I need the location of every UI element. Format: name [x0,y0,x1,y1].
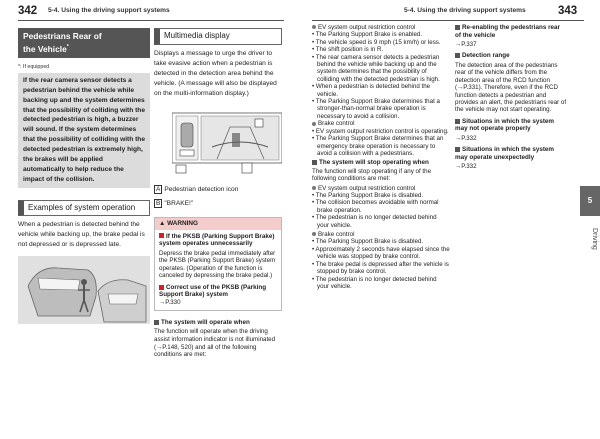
chapter-tab[interactable]: 5 [580,186,600,216]
label-b: B [156,199,161,207]
right-section-title: 5-4. Using the driving support systems [404,7,526,14]
reenable-heading: Re-enabling the pedestrians rear of the vehicle [455,24,560,39]
situation-2-heading: Situations in which the system may operate unexpectedly [455,146,555,161]
stop-bullet: • The pedestrian is no longer detected behind your vehicle. [312,214,450,229]
square-icon [455,147,460,152]
intro-box: If the rear camera sensor detects a pedestrian behind the vehicle while backing up and the system determines that the possibility of colliding with the detected pedestrian is high, a buzzer will sound. If the system determines that the possibility of colliding with the detected pedestrian is extremely high, the brakes will be applied automatically to help reduce the impact of the collision. [18,73,150,188]
legend-a [154,185,282,195]
square-icon [312,160,317,165]
condition-bullet: • The Parking Support Brake determines that a stronger-than-normal brake operation is necessary to avoid a collision. [312,98,450,120]
column-1 [18,28,150,324]
stop-bullet: • The pedestrian is no longer detected behind your vehicle. [312,276,450,291]
column-4 [455,24,567,171]
multimedia-heading: Multimedia display [154,28,282,45]
left-page-number: 342 [18,5,38,17]
evs-lead: EV system output restriction control [312,24,450,31]
equipped-note: *: If equipped [18,63,50,70]
condition-bullet: • The shift position is in R. [312,46,450,53]
red-square-icon [159,233,164,238]
condition-bullet: • When a pedestrian is detected behind the vehicle. [312,83,450,98]
section-heading: Pedestrians Rear of the Vehicle* [18,28,150,58]
red-square-icon [159,285,164,290]
column-3 [312,24,450,290]
right-page-number: 343 [558,5,578,17]
brake-lead: Brake control [312,120,450,127]
legend-b [154,199,282,209]
condition-bullet: • EV system output restriction control is operating. [312,128,450,135]
operate-heading: The system will operate when [154,319,282,327]
bullet-circle-icon [312,232,316,236]
stop-body: The function will stop operating if any of the following conditions are met: [312,167,432,183]
legend-b-text: "BRAKE!" [164,199,194,207]
parking-illustration [18,256,150,324]
warning-item-1-body: Depress the brake pedal immediately after the PKSB (Parking Support Brake) system operates. (Operation of the function is canceled by depressing the brake pedal.) [159,249,276,280]
warning-item-2-ref[interactable]: →P.330 [159,298,181,306]
legend-a-text: Pedestrian detection icon [164,185,239,193]
evs-lead-2: EV system output restriction control [312,185,450,192]
condition-bullet: • The Parking Support Brake is enabled. [312,31,450,38]
chapter-tab-label: Driving [591,228,598,250]
condition-bullet: • The vehicle speed is 9 mph (15 km/h) or less. [312,39,450,46]
situation-2-ref[interactable]: →P.332 [455,163,477,171]
label-a: A [156,185,161,193]
detection-heading: Detection range [455,52,567,60]
operate-body: The function will operate when the driving assist information indicator is not illuminated (→P.148, 520) and all of the following conditions are met: [154,328,276,359]
condition-bullet: • The Parking Support Brake determines that an emergency brake operation is necessary to avoid a collision with a pedestrians. [312,135,450,157]
left-section-title: 5-4. Using the driving support systems [48,7,170,14]
examples-heading: Examples of system operation [18,200,150,217]
detection-body: The detection area of the pedestrians rear of the vehicle differs from the detection area of the RCD function (→P.331). Therefore, even if the RCD function detects a pedestrian and provides an alert, the pedestrians rear of the vehicle may not start operating. [455,61,567,114]
column-2 [154,28,282,359]
situation-1-ref[interactable]: →P.332 [455,134,477,142]
multimedia-screen-illustration [172,107,282,175]
stop-bullet: • The brake pedal is depressed after the vehicle is stopped by brake control. [312,261,450,276]
situation-1-heading: Situations in which the system may not operate properly [455,117,555,133]
bullet-circle-icon [312,122,316,126]
warning-title: ▲ WARNING [155,218,281,230]
stop-bullet: • The Parking Support Brake is disabled. [312,238,450,245]
warning-item-1-heading: If the PKSB (Parking Support Brake) system operates unnecessarily [159,232,275,247]
left-header-rule [18,20,284,21]
bullet-circle-icon [312,186,316,190]
square-icon [455,53,460,58]
stop-bullet: • The collision becomes avoidable with normal brake operation. [312,199,450,214]
right-header-rule [312,20,584,21]
display-graphic [172,107,282,175]
stop-bullet: • The Parking Support Brake is disabled. [312,192,450,199]
parking-cars-illustration [18,256,150,324]
square-icon [455,119,460,124]
examples-body: When a pedestrian is detected behind the vehicle while backing up, the brake pedal is not depressed or is depressed late. [18,221,145,249]
multimedia-body: Displays a message to urge the driver to take evasive action when a pedestrian is detected in the detection area behind the vehicle. (A message will also be displayed on the multi-information display.) [154,49,277,97]
warning-box [154,217,282,311]
bullet-circle-icon [312,25,316,29]
stop-heading: The system will stop operating when [312,159,450,167]
warning-item-2-heading: Correct use of the PKSB (Parking Support Brake) system [159,283,267,299]
reenable-ref[interactable]: →P.337 [455,41,477,48]
square-icon [455,25,460,30]
brake-lead-2: Brake control [312,231,450,238]
condition-bullet: • The rear camera sensor detects a pedestrian behind the vehicle while backing up and the system determines that the possibility of colliding with the detected pedestrian is high. [312,54,450,84]
square-icon [154,320,159,325]
stop-bullet: • Approximately 2 seconds have elapsed since the vehicle was stopped by brake control. [312,246,450,261]
